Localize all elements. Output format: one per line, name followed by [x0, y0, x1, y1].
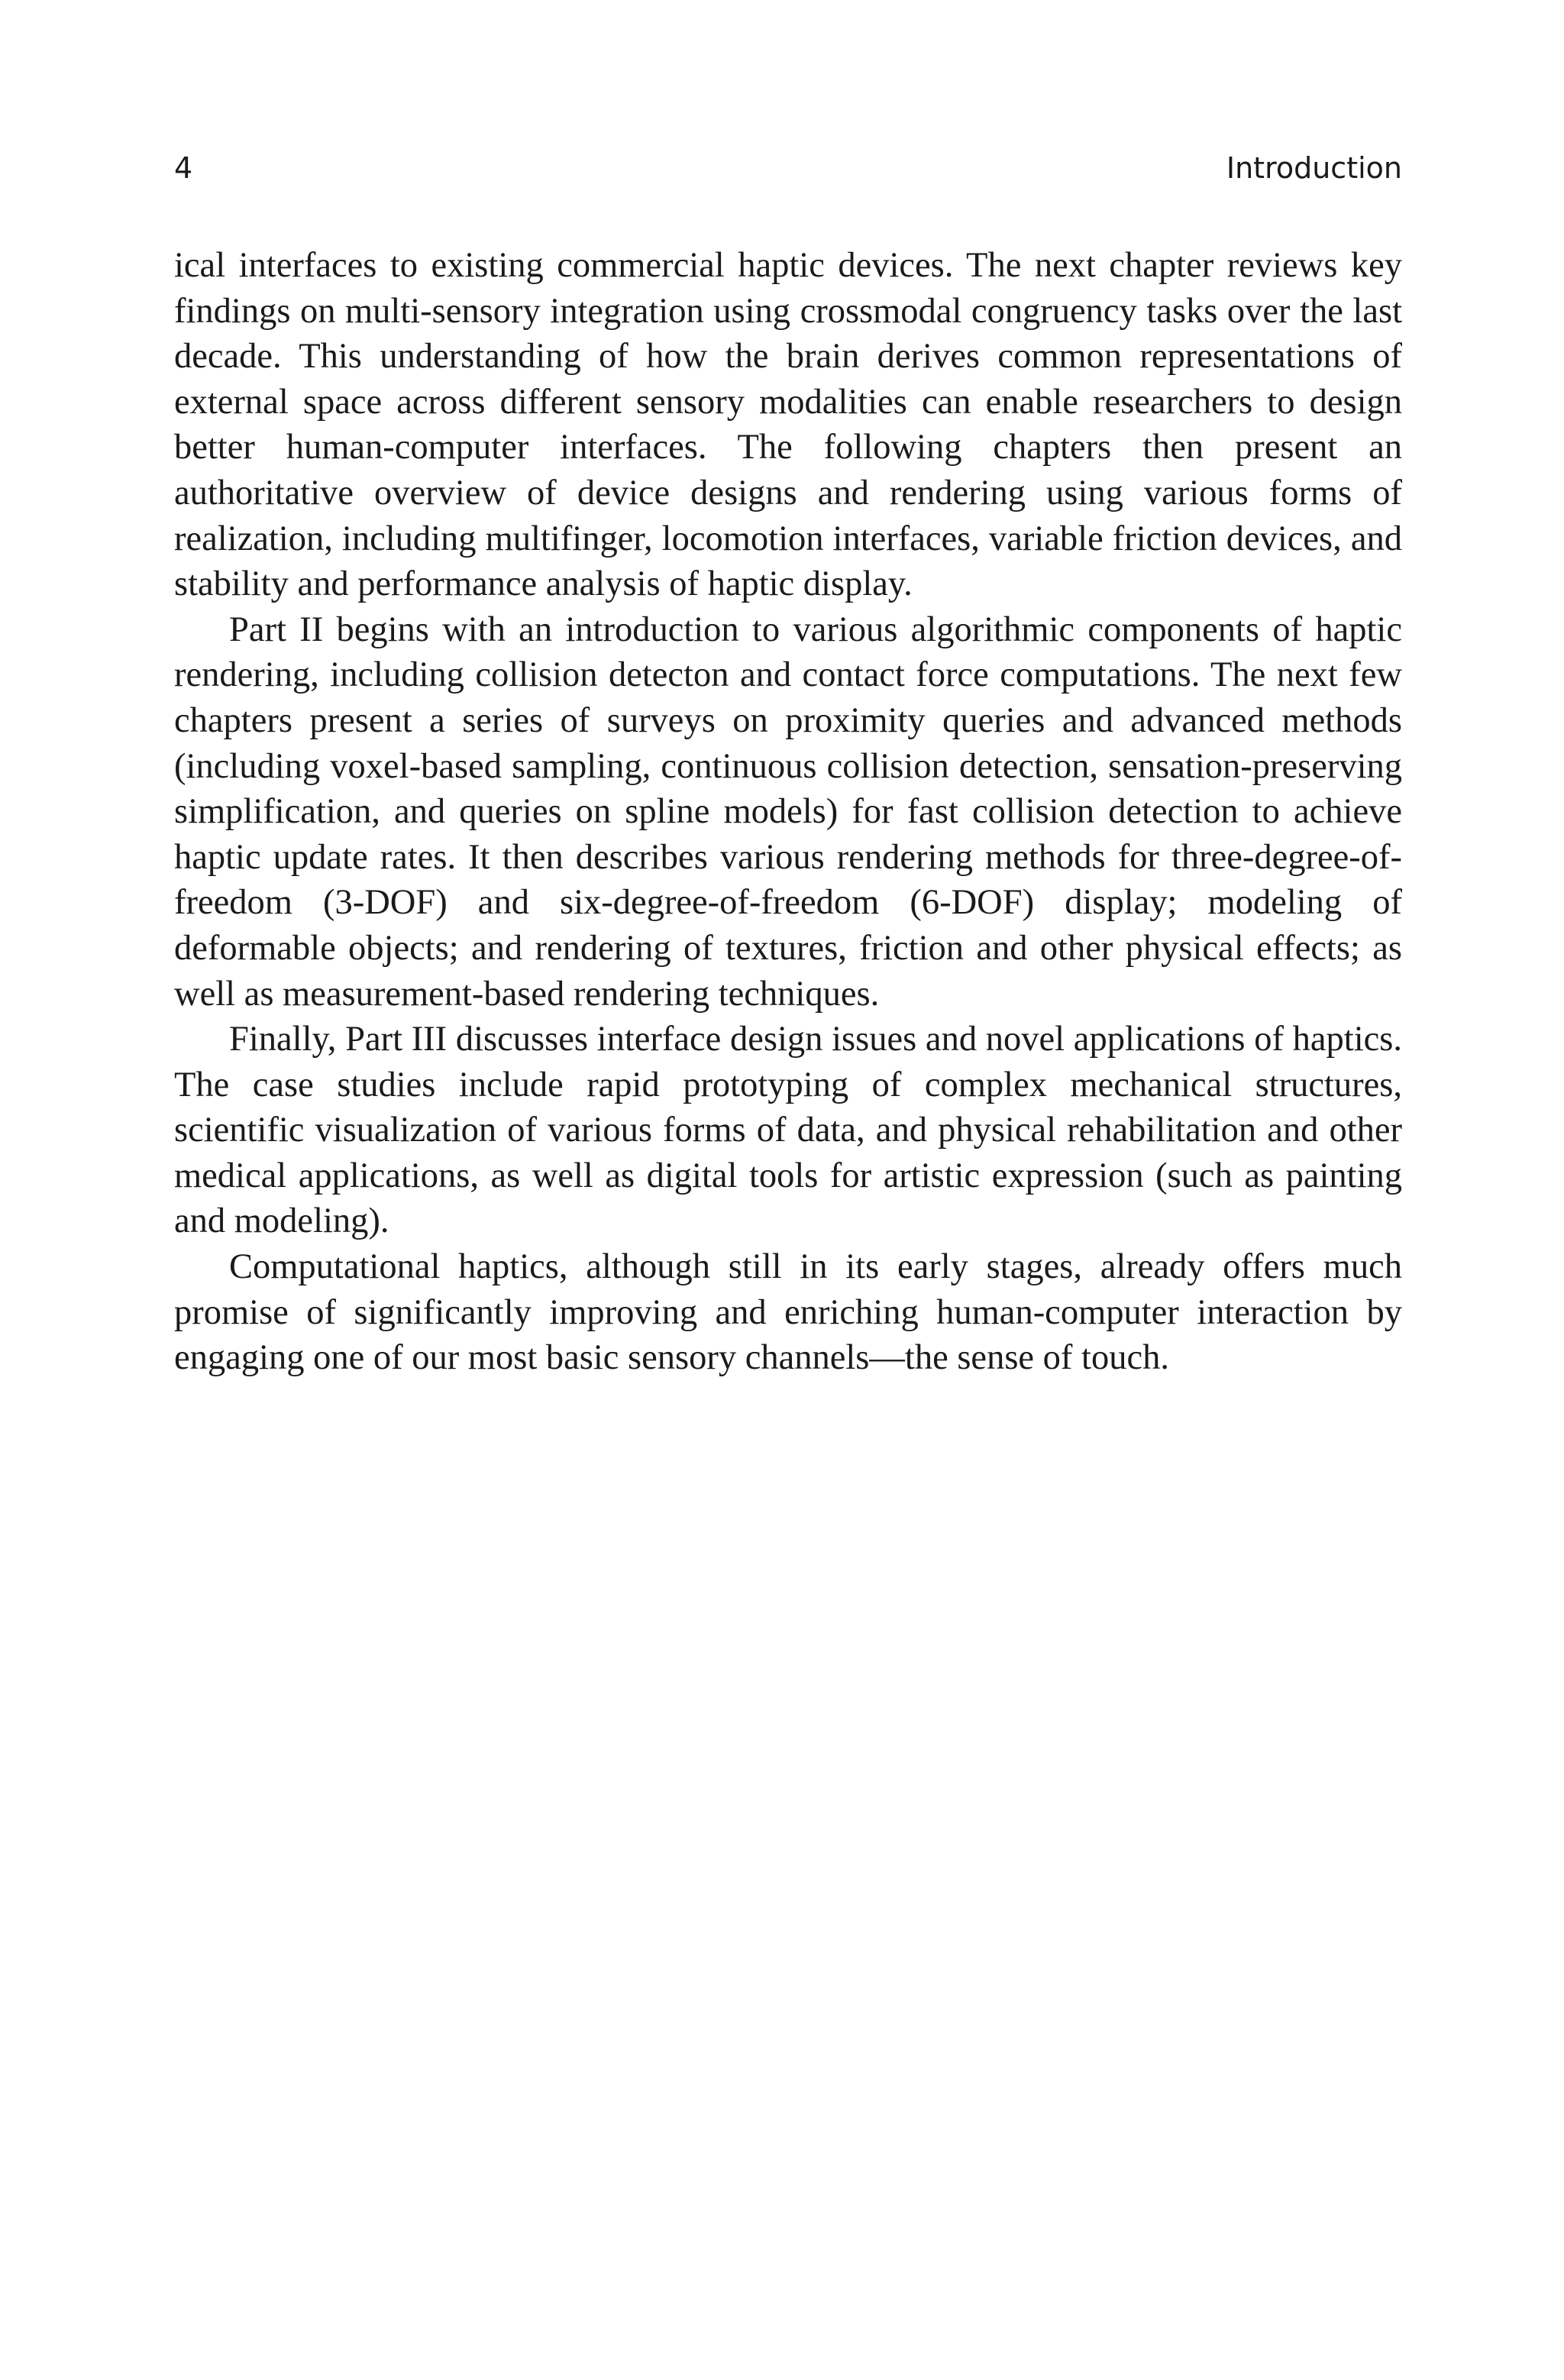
page-number: 4 — [174, 151, 193, 185]
paragraph: Finally, Part III discusses interface design issues and novel applications of haptics. The case studies include rapid prototyping of complex mechanical structures, scientific visualization of various forms of data, and physical rehabilitation and other medical applications, as well as digital tools for artistic expression (such as painting and modeling). — [174, 1020, 1402, 1241]
running-head — [174, 145, 1402, 191]
body-text — [174, 243, 1402, 1381]
paragraph: Part II begins with an introduction to various algorithmic components of haptic rendering, including collision detecton and contact force computations. The next few chapters present a series of surveys on proximity queries and advanced methods (including voxel-based sampling, continuous collision detection, sensation-preserving simplification, and queries on spline models) for fast collision detection to achieve haptic update rates. It then describes various rendering methods for three-degree-of-freedom (3-DOF) and six-degree-of-freedom (6-DOF) display; modeling of deformable objects; and rendering of textures, friction and other physical effects; as well as measurement-based rendering techniques. — [174, 610, 1402, 1014]
paragraph: Computational haptics, although still in its early stages, already offers much promise of significantly improving and enriching human-computer interaction by engaging one of our most basic sensory channels—the sense of touch. — [174, 1247, 1402, 1378]
running-head-title: Introduction — [1226, 151, 1402, 185]
paragraph: ical interfaces to existing commercial haptic devices. The next chapter reviews key findings on multi-sensory integration using crossmodal congruency tasks over the last decade. This understanding of how the brain derives common representations of external space across different sensory modalities can enable researchers to design better human-computer interfaces. The following chapters then present an authoritative overview of device designs and rendering using various forms of realization, including multifinger, locomotion interfaces, variable friction devices, and stability and performance analysis of haptic display. — [174, 246, 1402, 604]
